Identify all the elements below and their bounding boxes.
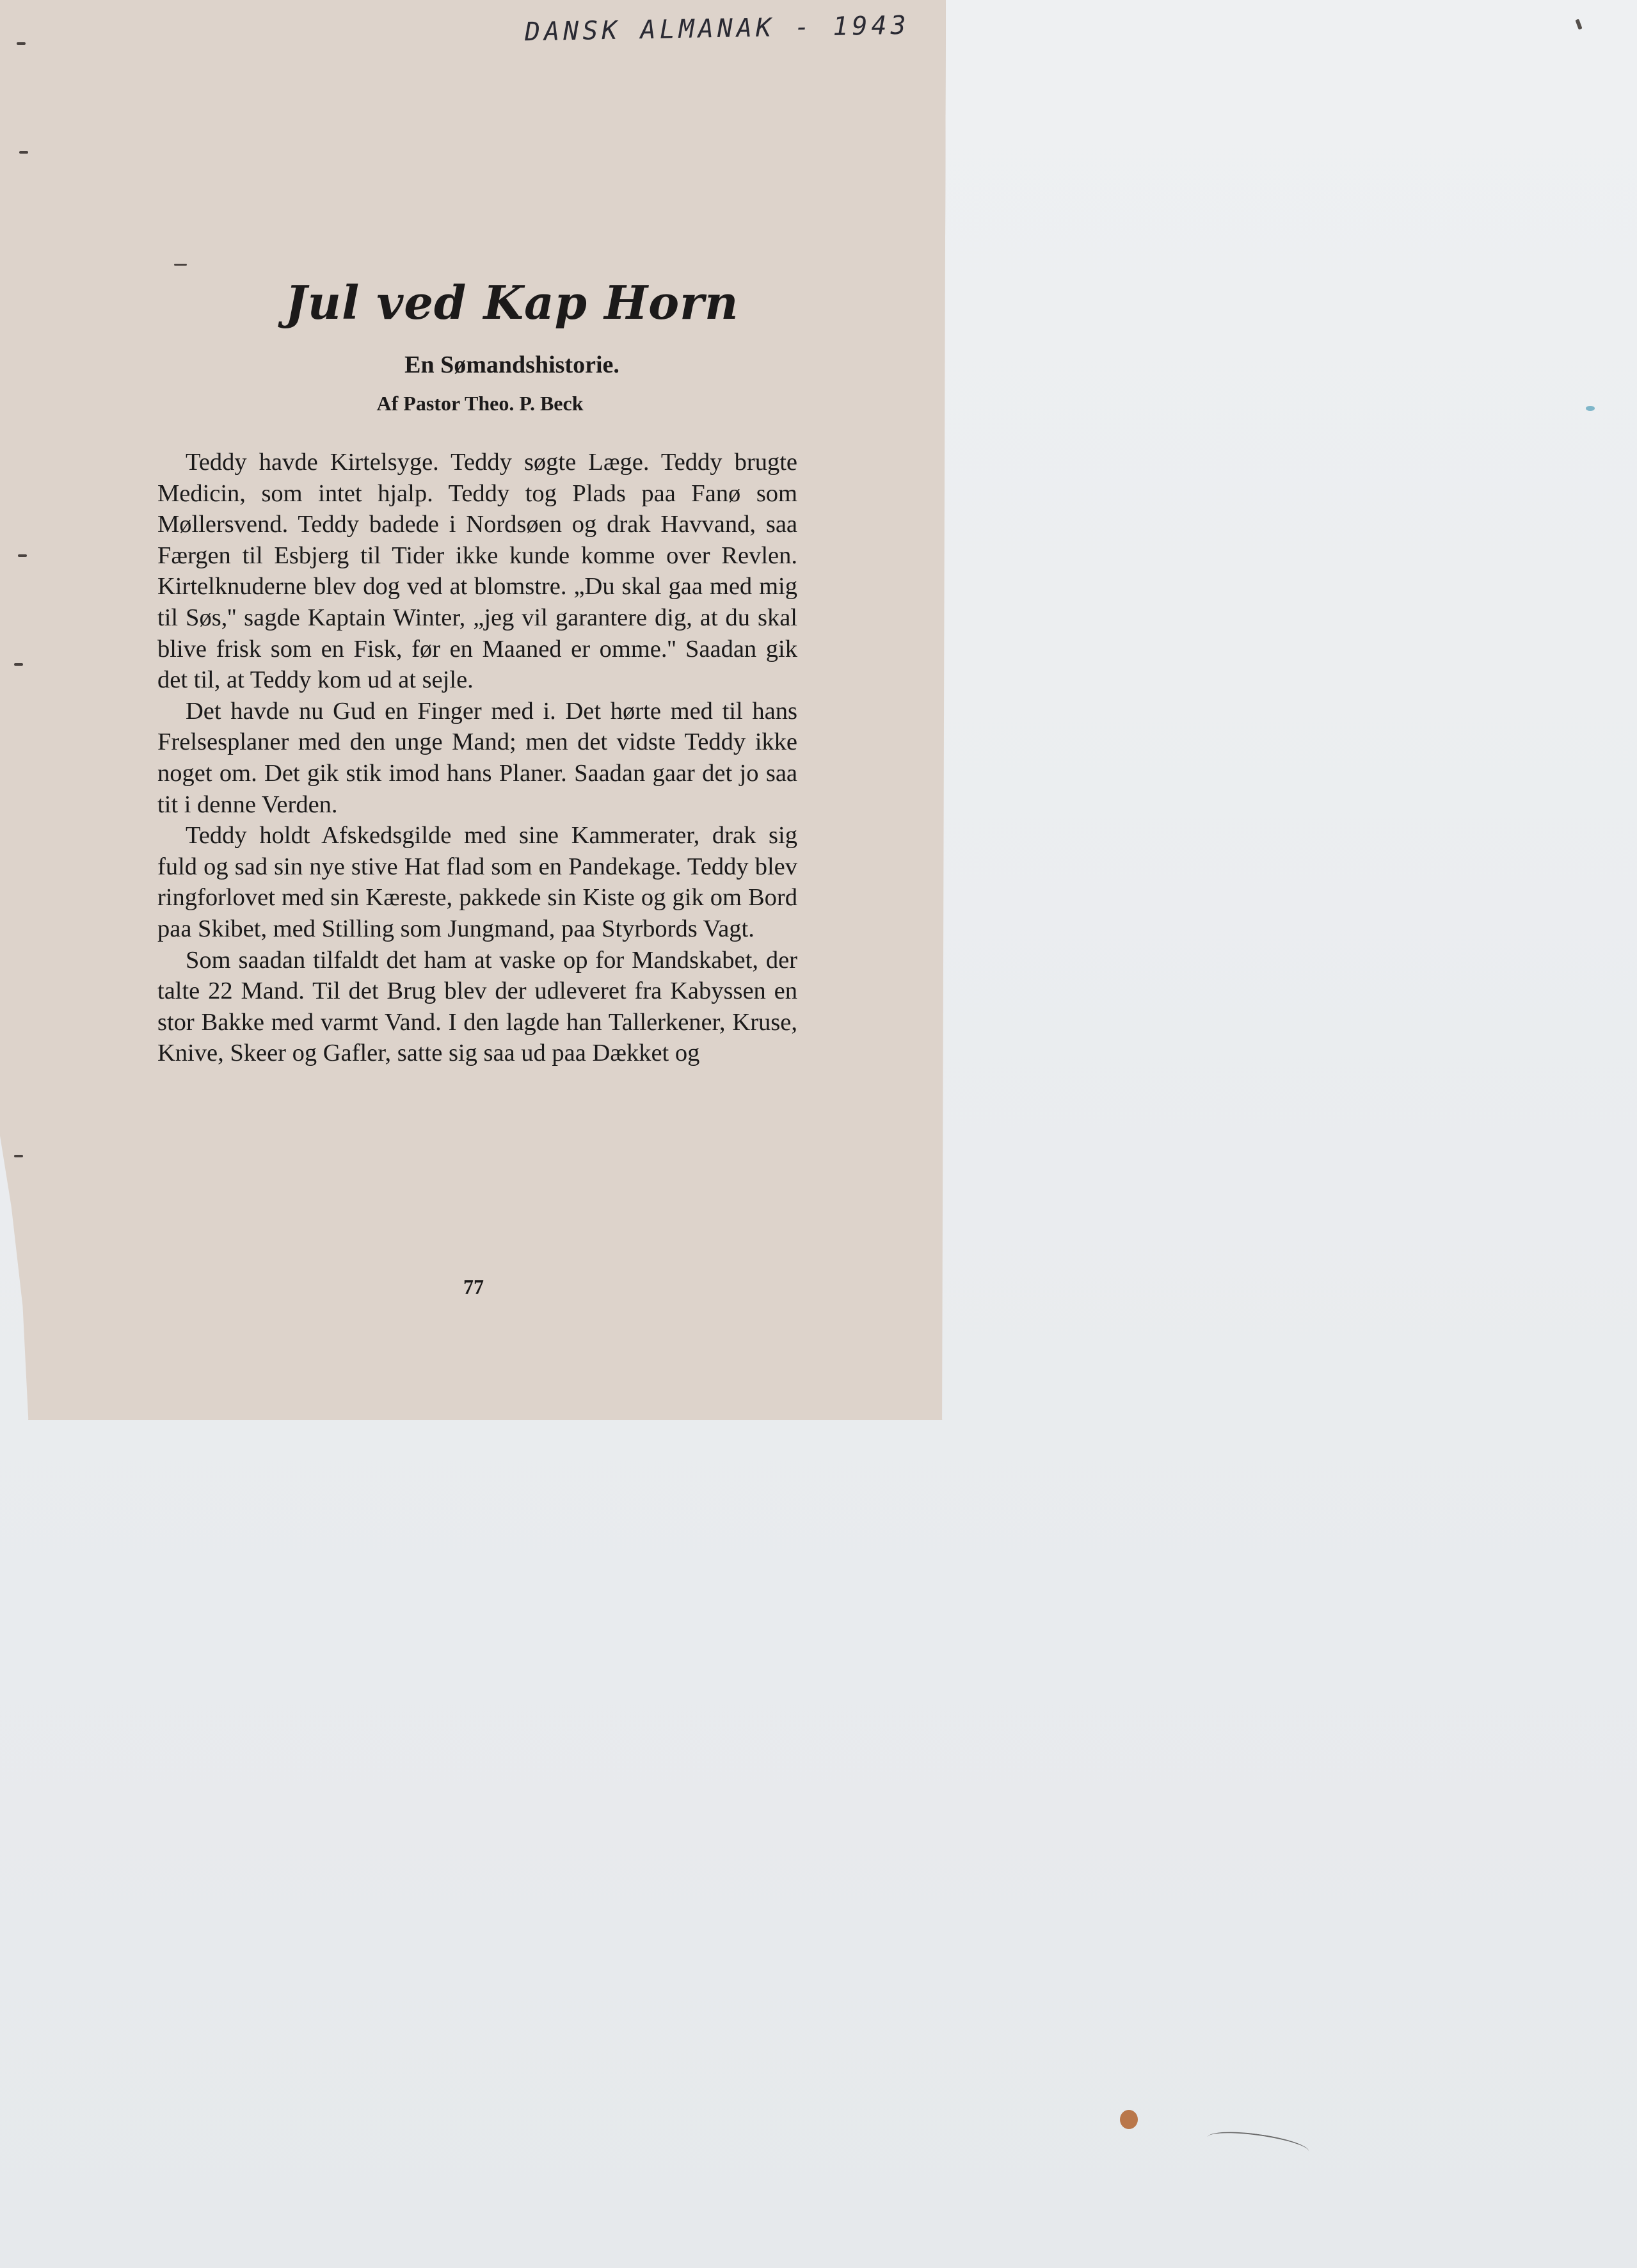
scan-speck (1120, 2110, 1138, 2129)
punch-mark (18, 554, 27, 557)
scan-speck (1586, 406, 1595, 411)
punch-mark (14, 663, 23, 666)
punch-mark (14, 1155, 23, 1157)
article-author: Af Pastor Theo. P. Beck (376, 392, 584, 415)
article-subtitle: En Sømandshistorie. (404, 351, 619, 378)
paragraph: Teddy holdt Afskedsgilde med sine Kammerater, drak sig fuld og sad sin nye stive Hat flad som en Pandekage. Teddy blev ringforlovet med sin Kæreste, pakkede sin Kiste og gik om Bord paa Skibet, med Stilling som Jungmand, paa Styrbords Vagt. (157, 822, 797, 942)
page-number: 77 (463, 1275, 484, 1298)
article-title: Jul ved Kap Horn (285, 275, 739, 330)
punch-mark (17, 42, 26, 45)
handwritten-annotation: DANSK ALMANAK - 1943 (524, 10, 910, 47)
paragraph: Som saadan tilfaldt det ham at vaske op for Mandskabet, der talte 22 Mand. Til det Brug blev der udleveret fra Kabyssen en stor Bakke med varmt Vand. I den lagde han Tallerkener, Kruse, Knive, Skeer og Gafler, satte sig saa ud paa Dækket og (157, 946, 797, 1067)
paragraph: Teddy havde Kirtelsyge. Teddy søgte Læge. Teddy brugte Medicin, som intet hjalp. Teddy tog Plads paa Fanø som Møllersvend. Teddy badede i Nordsøen og drak Havvand, saa Færgen til Esbjerg til Tider ikke kunde komme over Revlen. Kirtelknuderne blev dog ved at blomstre. „Du skal gaa med mig til Søs,'' sagde Kaptain Winter, „jeg vil garantere dig, at du skal blive frisk som en Fisk, før en Maaned er omme.'' Saadan gik det til, at Teddy kom ud at sejle. (157, 449, 797, 694)
article-body (157, 447, 797, 1069)
paragraph: Det havde nu Gud en Finger med i. Det hørte med til hans Frelsesplaner med den unge Mand; men det vidste Teddy ikke noget om. Det gik stik imod hans Planer. Saadan gaar det jo saa tit i denne Verden. (157, 697, 797, 818)
punch-mark (19, 151, 28, 154)
punch-mark (174, 264, 187, 266)
